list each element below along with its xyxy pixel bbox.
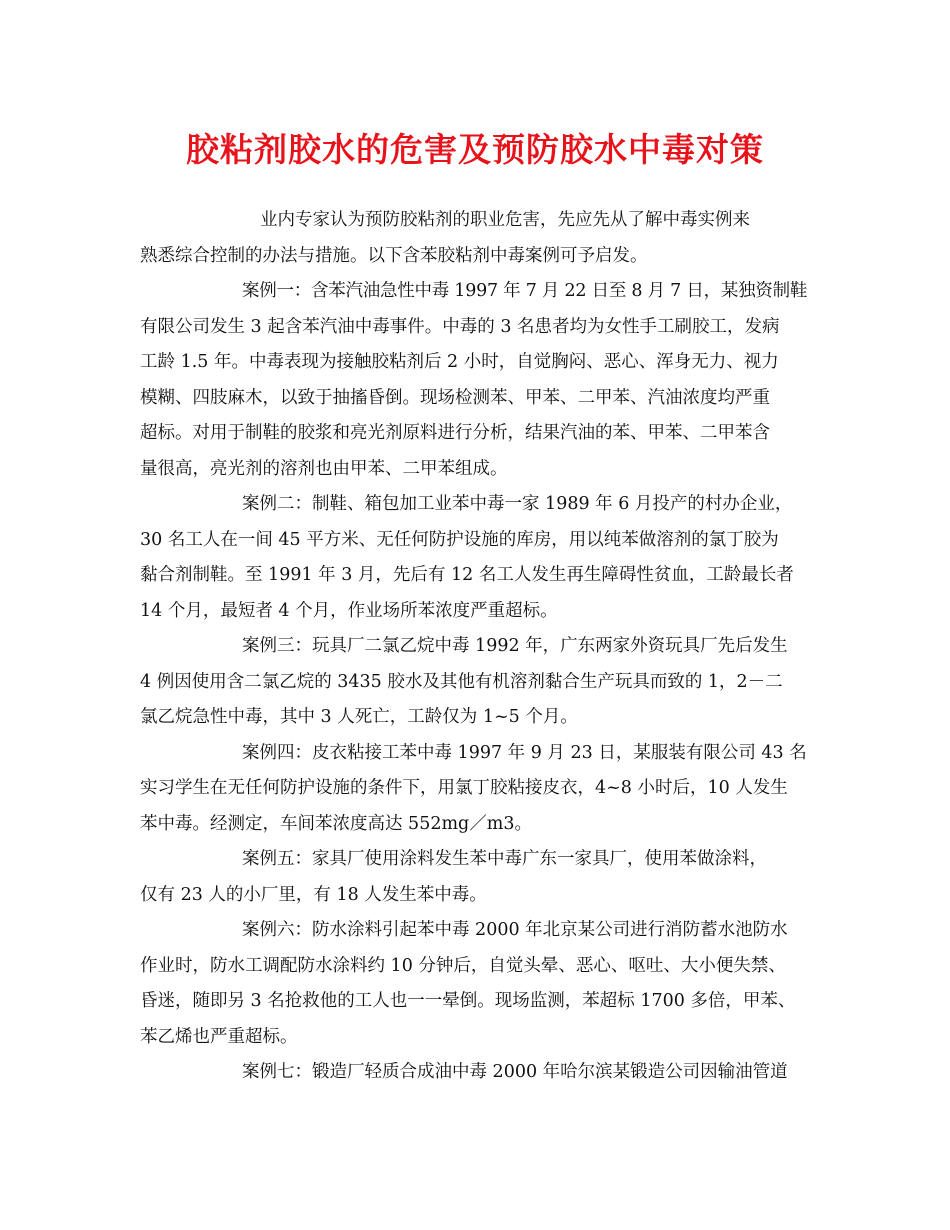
text-line: 苯乙烯也严重超标。 (140, 1026, 298, 1047)
text-line: 有限公司发生 3 起含苯汽油中毒事件。中毒的 3 名患者均为女性手工刷胶工，发病 (140, 316, 780, 337)
text-line: 4 例因使用含二氯乙烷的 3435 胶水及其他有机溶剂黏合生产玩具而致的 1，2－二 (140, 671, 783, 692)
document-title: 胶粘剂胶水的危害及预防胶水中毒对策 (186, 130, 764, 169)
text-line: 作业时，防水工调配防水涂料约 10 分钟后，自觉头晕、恶心、呕吐、大小便失禁、 (140, 955, 786, 976)
text-line: 超标。对用于制鞋的胶浆和亮光剂原料进行分析，结果汽油的苯、甲苯、二甲苯含 (140, 423, 770, 443)
text-line: 业内专家认为预防胶粘剂的职业危害，先应先从了解中毒实例来 (260, 210, 750, 230)
text-line: 案例三：玩具厂二氯乙烷中毒 1992 年，广东两家外资玩具厂先后发生 (242, 636, 788, 656)
text-line: 30 名工人在一间 45 平方米、无任何防护设施的库房，用以纯苯做溶剂的氯丁胶为 (140, 529, 779, 550)
text-line: 熟悉综合控制的办法与措施。以下含苯胶粘剂中毒案例可予启发。 (140, 245, 648, 266)
text-line: 案例五：家具厂使用涂料发生苯中毒广东一家具厂，使用苯做涂料， (242, 849, 767, 869)
text-line: 昏迷，随即另 3 名抢救他的工人也一一晕倒。现场监测，苯超标 1700 多倍，甲苯、 (140, 991, 796, 1011)
text-line: 工龄 1.5 年。中毒表现为接触胶粘剂后 2 小时，自觉胸闷、恶心、浑身无力、视力 (140, 352, 779, 372)
text-line: 案例六：防水涂料引起苯中毒 2000 年北京某公司进行消防蓄水池防水 (242, 920, 788, 940)
text-line: 14 个月，最短者 4 个月，作业场所苯浓度严重超标。 (140, 600, 558, 621)
text-line: 量很高，亮光剂的溶剂也由甲苯、二甲苯组成。 (140, 458, 508, 479)
text-line: 仅有 23 人的小厂里，有 18 人发生苯中毒。 (140, 884, 487, 905)
text-line: 黏合剂制鞋。至 1991 年 3 月，先后有 12 名工人发生再生障碍性贫血，工龄最长者 (140, 565, 794, 585)
text-line: 苯中毒。经测定，车间苯浓度高达 552mg／m3。 (140, 813, 532, 834)
text-line: 案例七：锻造厂轻质合成油中毒 2000 年哈尔滨某锻造公司因输油管道 (242, 1062, 788, 1082)
text-line: 氯乙烷急性中毒，其中 3 人死亡，工龄仅为 1~5 个月。 (140, 707, 578, 727)
text-line: 案例一：含苯汽油急性中毒 1997 年 7 月 22 日至 8 月 7 日，某独资制鞋 (242, 281, 808, 301)
text-line: 模糊、四肢麻木，以致于抽搐昏倒。现场检测苯、甲苯、二甲苯、汽油浓度均严重 (140, 387, 770, 408)
text-line: 实习学生在无任何防护设施的条件下，用氯丁胶粘接皮衣，4~8 小时后，10 人发生 (140, 778, 788, 798)
document-body (140, 203, 812, 1091)
text-line: 案例四：皮衣粘接工苯中毒 1997 年 9 月 23 日，某服装有限公司 43 名 (242, 742, 807, 763)
text-line: 案例二：制鞋、箱包加工业苯中毒一家 1989 年 6 月投产的村办企业， (242, 494, 793, 514)
